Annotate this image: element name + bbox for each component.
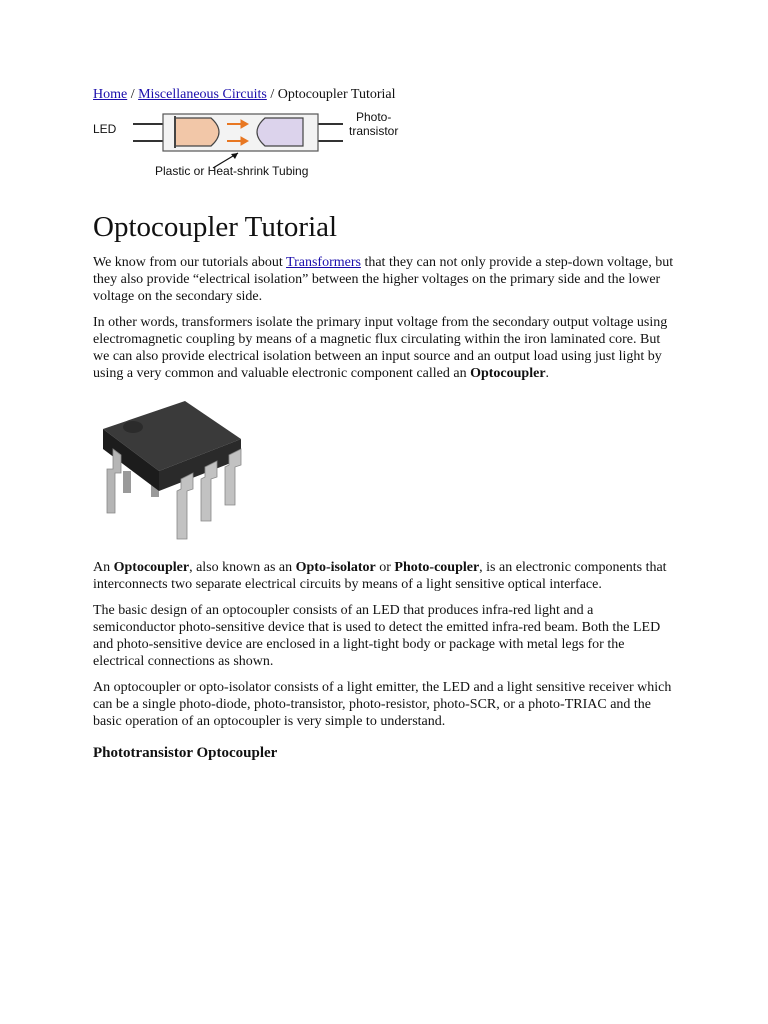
breadcrumb-separator: /	[127, 87, 139, 102]
text: or	[375, 560, 395, 575]
led-label: LED	[93, 122, 117, 136]
text: An	[93, 560, 114, 575]
phototransistor-body	[257, 118, 303, 146]
bold-term: Opto-isolator	[295, 560, 376, 575]
text: .	[545, 366, 550, 381]
text: In other words, transformers isolate the primary input voltage from the secondary output voltage using electromagnetic coupling by means of a magnetic flux circulating within the iron laminated core. But we can also provide electrical isolation between an input source and an output load using just light by using a very common and valuable electronic component called an	[93, 315, 668, 381]
bold-term: Optocoupler	[113, 560, 190, 575]
photo-label-line1: Photo-	[356, 110, 392, 124]
page-title: Optocoupler Tutorial	[93, 211, 338, 243]
paragraph-definition	[93, 559, 678, 593]
text: , also known as an	[189, 560, 296, 575]
bold-term: Photo-coupler	[394, 560, 480, 575]
article-page	[93, 86, 678, 762]
photo-label-line2: transistor	[349, 124, 399, 138]
breadcrumb-separator: /	[266, 87, 278, 102]
tubing-label: Plastic or Heat-shrink Tubing	[155, 164, 309, 178]
paragraph-components: An optocoupler or opto-isolator consists of a light emitter, the LED and a light sensitive receiver which can be a single photo-diode, photo-transistor, photo-resistor, photo-SCR, or a photo-TRIAC and the basic operation of an optocoupler is very simple to understand.	[93, 680, 672, 729]
bold-term: Optocoupler	[470, 366, 546, 381]
breadcrumb-home-link[interactable]: Home	[93, 87, 128, 102]
paragraph-isolation	[93, 314, 678, 382]
paragraph-design: The basic design of an optocoupler consists of an LED that produces infra-red light and a semiconductor photo-sensitive device that is used to detect the emitted infra-red beam. Both the LED and photo-sensitive device are enclosed in a light-tight body or package with metal legs for the electrical connections as shown.	[93, 603, 661, 669]
optocoupler-diagram	[93, 106, 423, 198]
text: We know from our tutorials about	[93, 255, 287, 270]
text: that they can not only provide a step-down voltage, but they also provide “electrical isolation” between the higher voltages on the primary side and the lower voltage on the secondary side.	[93, 255, 674, 304]
text: , is an electronic components that interconnects two separate electrical circuits by means of a light sensitive optical interface.	[93, 560, 667, 592]
paragraph-intro	[93, 254, 678, 305]
optocoupler-chip-image	[93, 391, 253, 551]
breadcrumb	[93, 86, 678, 106]
section-heading: Phototransistor Optocoupler	[93, 745, 278, 761]
breadcrumb-misc-link[interactable]: Miscellaneous Circuits	[138, 87, 267, 102]
breadcrumb-current: Optocoupler Tutorial	[277, 87, 396, 102]
led-body	[175, 118, 219, 146]
transformers-link[interactable]: Transformers	[286, 255, 361, 270]
